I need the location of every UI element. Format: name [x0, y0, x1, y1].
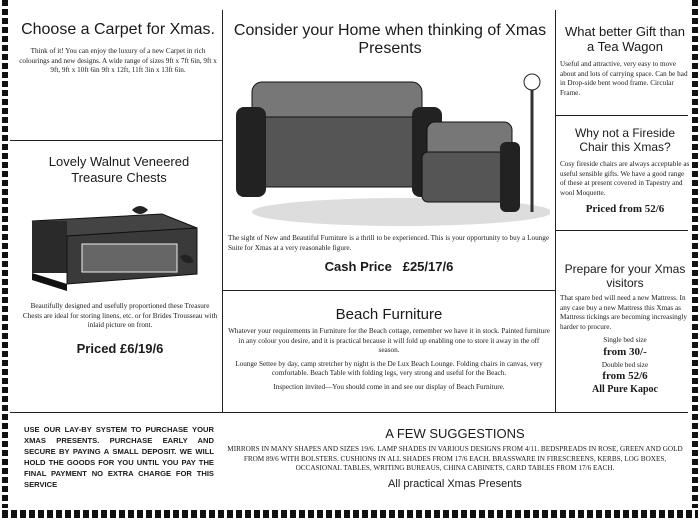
chests-price: Priced £6/19/6 [76, 340, 164, 356]
chests-title-block [24, 154, 214, 186]
chests-section [22, 302, 218, 356]
fireside-section [560, 126, 690, 215]
column-rule-right [555, 10, 556, 412]
home-title: Consider your Home when thinking of Xmas Presents [233, 22, 547, 57]
chests-title: Lovely Walnut Veneered Treasure Chests [48, 154, 190, 185]
column-rule-left [222, 10, 223, 412]
suggestions-section [224, 426, 686, 490]
carpet-title: Choose a Carpet for Xmas. [21, 21, 215, 38]
bottom-border [2, 510, 698, 518]
suggestions-title: A FEW SUGGESTIONS [385, 426, 525, 441]
left-border [2, 0, 8, 508]
kapoc-label: All Pure Kapoc [592, 384, 658, 395]
beach-paragraph-1: Whatever your requirements in Furniture for the Beach cottage, remember we have it in stock. Painted furniture in any colour you desire, and it is practical because it will fold up enabling one to store it away in the off season. [228, 327, 550, 354]
carpet-section [18, 20, 218, 76]
home-title-block [230, 22, 550, 58]
fireside-price: Priced from 52/6 [585, 203, 665, 215]
double-bed-label: Double bed size [601, 360, 649, 369]
rule-fireside [555, 230, 688, 231]
suggestions-body: MIRRORS IN MANY SHAPES AND SIZES 19/6. LAMP SHADES IN VARIOUS DESIGNS FROM 4/11. BEDSPREADS IN ROSE, GREEN AND GOLD FROM 89/6 WITH BOLSTERS. CUSHIONS IN ALL SHADES FROM 17/6 EACH. BRASSWARE IN FIRESCREENS, KERBS, LOG BOXES, OCCASIONAL TABLES, WRITING BUREAUS, CHINA CABINETS, CARD TABLES FROM 17/6 EACH. [227, 445, 683, 472]
rule-home [222, 290, 555, 291]
home-price: £25/17/6 [402, 259, 454, 274]
treasure-chest-illustration [22, 196, 212, 296]
carpet-body: Think of it! You can enjoy the luxury of a new Carpet in rich colourings and new designs. A wide range of sizes 9ft x 7ft 6in, 9ft x 9ft, 9ft x 10ft 6in 9ft x 12ft, 11ft 3in x 13ft 6in. [19, 47, 217, 74]
single-bed-label: Single bed size [603, 336, 647, 344]
fireside-body: Cosy fireside chairs are always acceptable as useful sensible gifts. We have a good range of these at present covered in Tapestry and wool Moquette. [560, 160, 690, 197]
layby-text: USE OUR LAY-BY SYSTEM TO PURCHASE YOUR XMAS PRESENTS. PURCHASE EARLY AND SECURE BY PAYING A SMALL DEPOSIT. WE WILL HOLD THE GOODS FOR YOU UNTIL YOU PAY THE FINAL PAYMENT NO EXTRA CHARGE FOR THIS SERVICE [24, 425, 214, 489]
tea-section [560, 24, 690, 98]
home-body: The sight of New and Beautiful Furniture is a thrill to be experienced. This is your opportunity to buy a Lounge Suite for Xmas at a very reasonable figure. [228, 234, 550, 252]
home-price-line [228, 259, 550, 274]
xmas-visitors-title: Prepare for your Xmas visitors [564, 262, 686, 290]
suggestions-footer: All practical Xmas Presents [388, 477, 522, 490]
tea-title: What better Gift than a Tea Wagon [565, 24, 685, 54]
tea-body: Useful and attractive, very easy to move about and lots of carrying space. Can be had in Drop-side bent wood frame. Circular Frame. [560, 60, 688, 97]
right-border [692, 0, 698, 508]
double-bed-price: from 52/6 [602, 370, 648, 382]
beach-paragraph-3: Inspection invited—You should come in and see our display of Beach Furniture. [273, 382, 505, 391]
rule-bottom [10, 412, 688, 413]
home-section [228, 234, 550, 274]
layby-section [24, 424, 214, 490]
chests-body: Beautifully designed and usefully proportioned these Treasure Chests are ideal for storing linens, etc. or for Brides Trousseau with inlaid picture on front. [22, 302, 218, 329]
home-price-label: Cash Price [324, 259, 392, 274]
single-bed-price: from 30/- [603, 345, 647, 358]
rule-carpet [10, 140, 222, 141]
beach-paragraph-2: Lounge Settee by day, camp stretcher by night is the De Lux Beach Lounge. Folding chairs in canvas, very comfortable. Beach Table with folding legs, very strong and useful for the Beach. [235, 359, 543, 377]
rule-tea [555, 115, 688, 116]
xmas-visitors-section [560, 262, 690, 395]
beach-section [228, 306, 550, 392]
lounge-suite-illustration [232, 62, 550, 232]
fireside-title: Why not a Fireside Chair this Xmas? [574, 126, 676, 154]
beach-title: Beach Furniture [335, 306, 443, 323]
xmas-visitors-body: That spare bed will need a new Mattress. In any case buy a new Mattress this Xmas as Mattress tickings are becoming increasingly harder to procure. [560, 294, 687, 331]
